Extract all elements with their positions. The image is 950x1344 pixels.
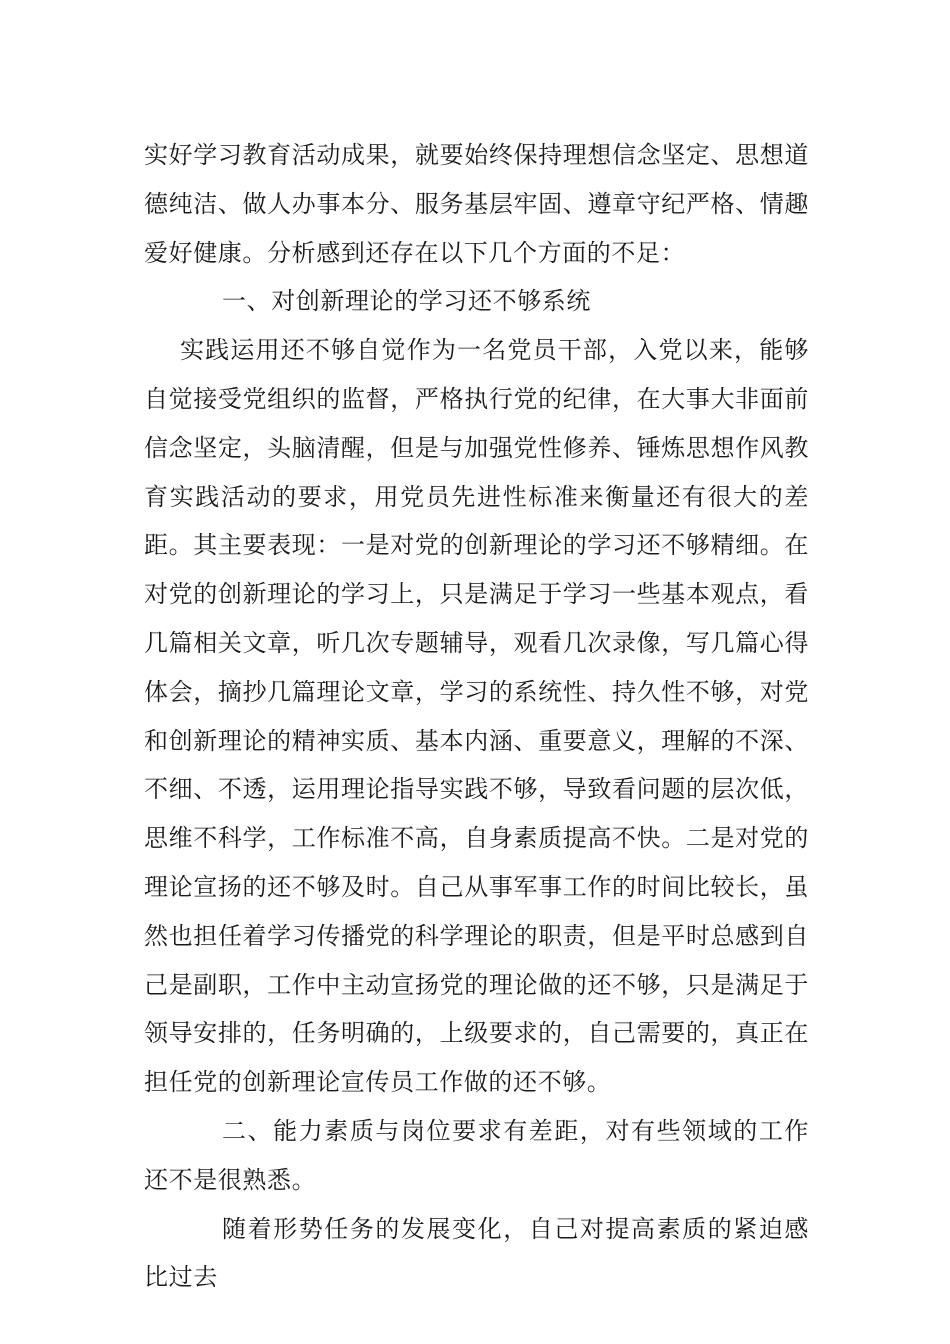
section-heading-2: 二、能力素质与岗位要求有差距，对有些领域的工作还不是很熟悉。 [144, 1116, 809, 1194]
paragraph-intro: 实好学习教育活动成果，就要始终保持理想信念坚定、思想道德纯洁、做人办事本分、服务基层牢固、遵章守纪严格、情趣爱好健康。分析感到还存在以下几个方面的不足： [144, 141, 809, 267]
document-body [144, 131, 809, 1302]
paragraph-section-2: 随着形势任务的发展变化，自己对提高素质的紧迫感比过去 [144, 1214, 809, 1292]
section-heading-1: 一、对创新理论的学习还不够系统 [222, 287, 591, 316]
paragraph-section-1: 实践运用还不够自觉作为一名党员干部，入党以来，能够自觉接受党组织的监督，严格执行党的纪律，在大事大非面前信念坚定，头脑清醒，但是与加强党性修养、锤炼思想作风教育实践活动的要求，用党员先进性标准来衡量还有很大的差距。其主要表现：一是对党的创新理论的学习还不够精细。在对党的创新理论的学习上，只是满足于学习一些基本观点，看几篇相关文章，听几次专题辅导，观看几次录像，写几篇心得体会，摘抄几篇理论文章，学习的系统性、持久性不够，对党和创新理论的精神实质、基本内涵、重要意义，理解的不深、不细、不透，运用理论指导实践不够，导致看问题的层次低，思维不科学，工作标准不高，自身素质提高不快。二是对党的理论宣扬的还不够及时。自己从事军事工作的时间比较长，虽然也担任着学习传播党的科学理论的职责，但是平时总感到自己是副职，工作中主动宣扬党的理论做的还不够，只是满足于领导安排的，任务明确的，上级要求的，自己需要的，真正在担任党的创新理论宣传员工作做的还不够。 [144, 336, 809, 1097]
